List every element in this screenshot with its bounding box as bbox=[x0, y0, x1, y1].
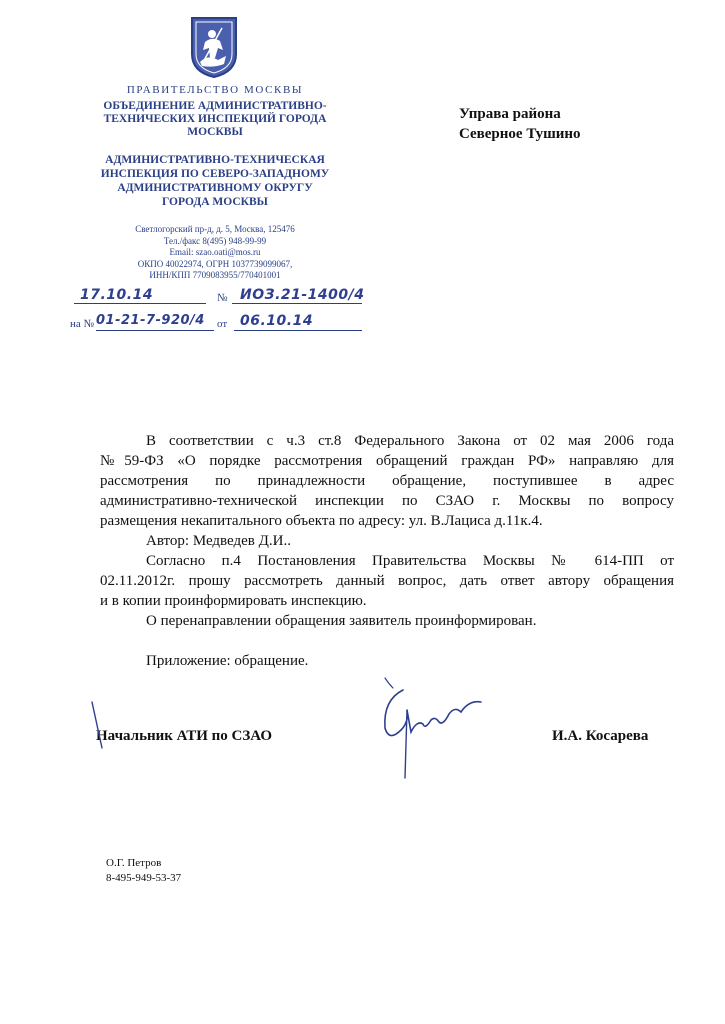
inspection-name-line: АДМИНИСТРАТИВНОМУ ОКРУГУ bbox=[117, 182, 313, 194]
signatory-title: Начальник АТИ по СЗАО bbox=[96, 728, 273, 744]
paragraph bbox=[100, 431, 674, 531]
organization-name-line: ТЕХНИЧЕСКИХ ИНСПЕКЦИЙ ГОРОДА bbox=[103, 113, 327, 125]
reference-from-label: от bbox=[217, 318, 228, 330]
body-line: административно-технической инспекции по СЗАО г. Москвы по вопросу bbox=[100, 493, 674, 509]
executor-name: О.Г. Петров bbox=[106, 857, 162, 869]
attachment-note: Приложение: обращение. bbox=[146, 653, 309, 669]
body-line: Согласно п.4 Постановления Правительства Москвы № 614-ПП от bbox=[146, 553, 674, 569]
government-title: ПРАВИТЕЛЬСТВО МОСКВЫ bbox=[126, 84, 304, 96]
email-line: Email: szao.oati@mos.ru bbox=[169, 247, 261, 257]
letter-body bbox=[100, 431, 674, 631]
body-line: размещения некапитального объекта по адресу: ул. В.Лациса д.11к.4. bbox=[100, 513, 543, 529]
organization-name-line: ОБЪЕДИНЕНИЕ АДМИНИСТРАТИВНО- bbox=[103, 100, 327, 112]
number-label: № bbox=[217, 292, 228, 304]
handwritten-signature bbox=[365, 670, 495, 785]
address-line: Светлогорский пр-д, д. 5, Москва, 125476 bbox=[135, 224, 295, 234]
reference-date-underline bbox=[234, 330, 362, 331]
body-line: №59-ФЗ «О порядке рассмотрения обращений граждан РФ» направляю для bbox=[100, 453, 674, 469]
reference-date: 06.10.14 bbox=[240, 313, 314, 329]
contact-block bbox=[70, 224, 360, 282]
inn-line: ИНН/КПП 7709083955/770401001 bbox=[149, 270, 281, 280]
inspection-name-line: АДМИНИСТРАТИВНО-ТЕХНИЧЕСКАЯ bbox=[105, 154, 325, 166]
addressee-line: Северное Тушино bbox=[459, 126, 581, 142]
body-line: В соответствии с ч.3 ст.8 Федерального Закона от 02 мая 2006 года bbox=[146, 433, 674, 449]
organization-name-line: МОСКВЫ bbox=[187, 126, 243, 138]
executor-phone: 8-495-949-53-37 bbox=[106, 872, 182, 884]
body-line: и в копии проинформировать инспекцию. bbox=[100, 593, 367, 609]
reference-label: на № bbox=[70, 318, 95, 330]
addressee-line: Управа района bbox=[459, 106, 561, 122]
inspection-name-line: ИНСПЕКЦИЯ ПО СЕВЕРО-ЗАПАДНОМУ bbox=[100, 168, 330, 180]
body-line: рассмотрения по принадлежности обращение, поступившее в адрес bbox=[100, 473, 674, 489]
number-underline bbox=[232, 303, 362, 304]
date-underline bbox=[74, 303, 206, 304]
inspection-name-line: ГОРОДА МОСКВЫ bbox=[162, 196, 268, 208]
margin-mark bbox=[88, 700, 108, 752]
body-line: 02.11.2012г. прошу рассмотреть данный вопрос, дать ответ автору обращения bbox=[100, 573, 674, 589]
signatory-name: И.А. Косарева bbox=[552, 728, 649, 744]
reference-number: 01-21-7-920/4 bbox=[96, 313, 205, 328]
inspection-name bbox=[70, 153, 360, 209]
reference-underline bbox=[96, 330, 214, 331]
outgoing-number: ИОЗ.21-1400/4 bbox=[240, 287, 365, 303]
outgoing-date: 17.10.14 bbox=[80, 287, 154, 303]
okpo-line: ОКПО 40022974, ОГРН 1037739099067, bbox=[137, 258, 293, 269]
author-paragraph: Автор: Медведев Д.И.. bbox=[146, 533, 291, 549]
executor-block bbox=[106, 856, 181, 886]
moscow-coat-of-arms-icon bbox=[188, 14, 240, 80]
organization-name bbox=[70, 100, 360, 139]
addressee bbox=[459, 104, 581, 144]
phone-line: Тел./факс 8(495) 948-99-99 bbox=[163, 235, 267, 246]
notification-paragraph: О перенаправлении обращения заявитель проинформирован. bbox=[146, 613, 537, 629]
paragraph bbox=[100, 551, 674, 611]
